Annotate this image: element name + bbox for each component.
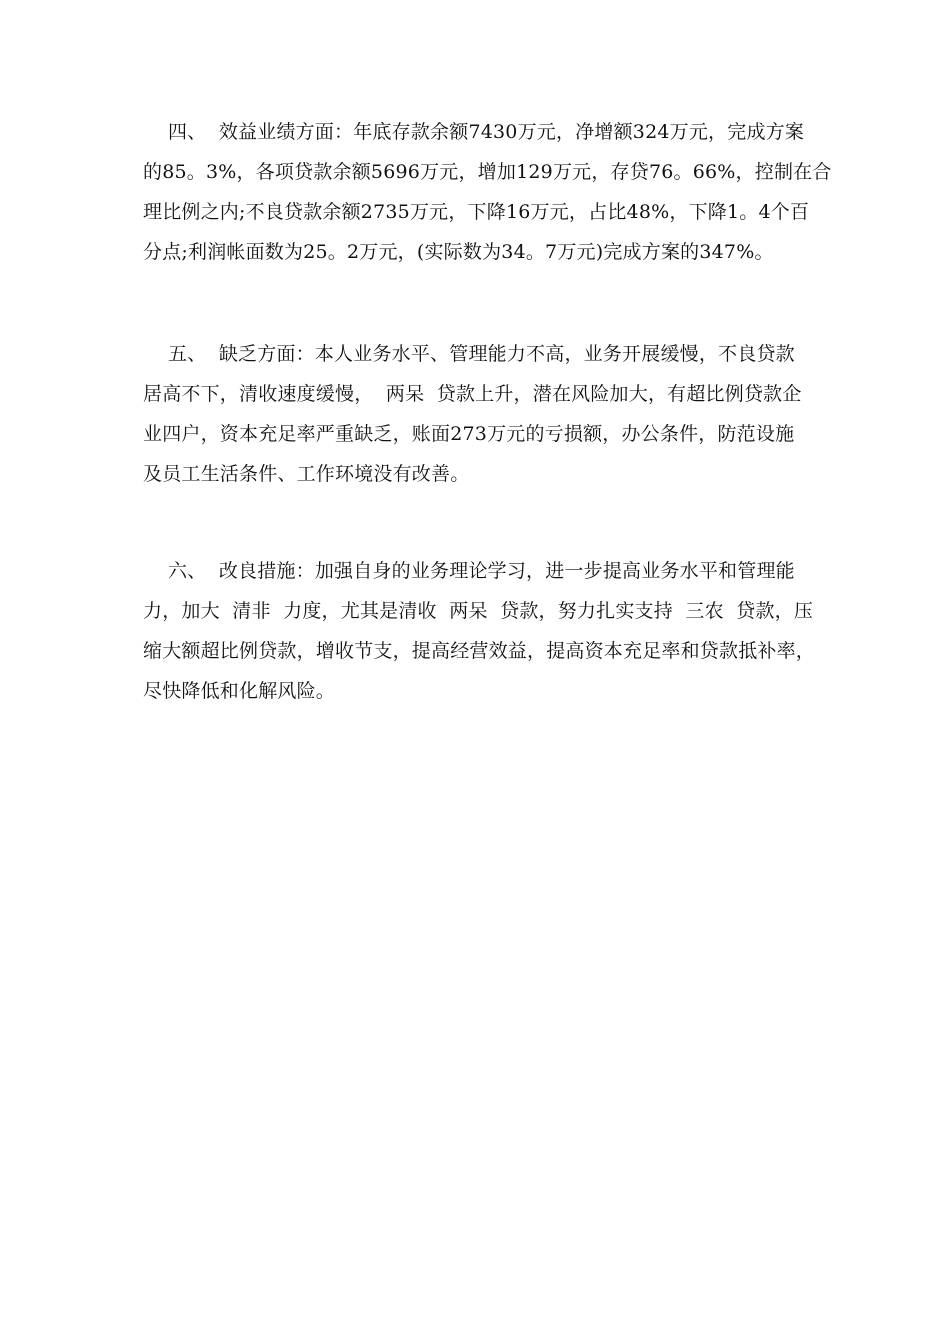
paragraph-line: 理比例之内;不良贷款余额2735万元，下降16万元，占比48%，下降1。4个百 <box>143 201 810 223</box>
paragraph-line: 居高不下，清收速度缓慢， 两呆 贷款上升，潜在风险加大，有超比例贷款企 <box>143 383 802 405</box>
paragraph-line: 及员工生活条件、工作环境没有改善。 <box>143 463 470 485</box>
paragraph-line: 缩大额超比例贷款，增收节支，提高经营效益，提高资本充足率和贷款抵补率， <box>143 640 816 662</box>
paragraph-line: 分点;利润帐面数为25。2万元，(实际数为34。7万元)完成方案的347%。 <box>143 241 774 263</box>
paragraph-line: 五、 缺乏方面：本人业务水平、管理能力不高，业务开展缓慢，不良贷款 <box>143 343 795 365</box>
paragraph-line: 四、 效益业绩方面：年底存款余额7430万元，净增额324万元，完成方案 <box>143 121 805 143</box>
paragraph-line: 尽快降低和化解风险。 <box>143 680 336 702</box>
paragraph-line: 业四户，资本充足率严重缺乏，账面273万元的亏损额，办公条件，防范设施 <box>143 423 795 445</box>
section-shortcomings <box>143 334 813 494</box>
paragraph-line: 力，加大 清非 力度，尤其是清收 两呆 贷款，努力扎实支持 三农 贷款，压 <box>143 600 814 622</box>
paragraph-line: 的85。3%，各项贷款余额5696万元，增加129万元，存贷76。66%，控制在合 <box>143 161 832 183</box>
paragraph-line: 六、 改良措施：加强自身的业务理论学习，进一步提高业务水平和管理能 <box>143 560 795 582</box>
section-performance <box>143 112 832 272</box>
section-improvements <box>143 551 816 711</box>
